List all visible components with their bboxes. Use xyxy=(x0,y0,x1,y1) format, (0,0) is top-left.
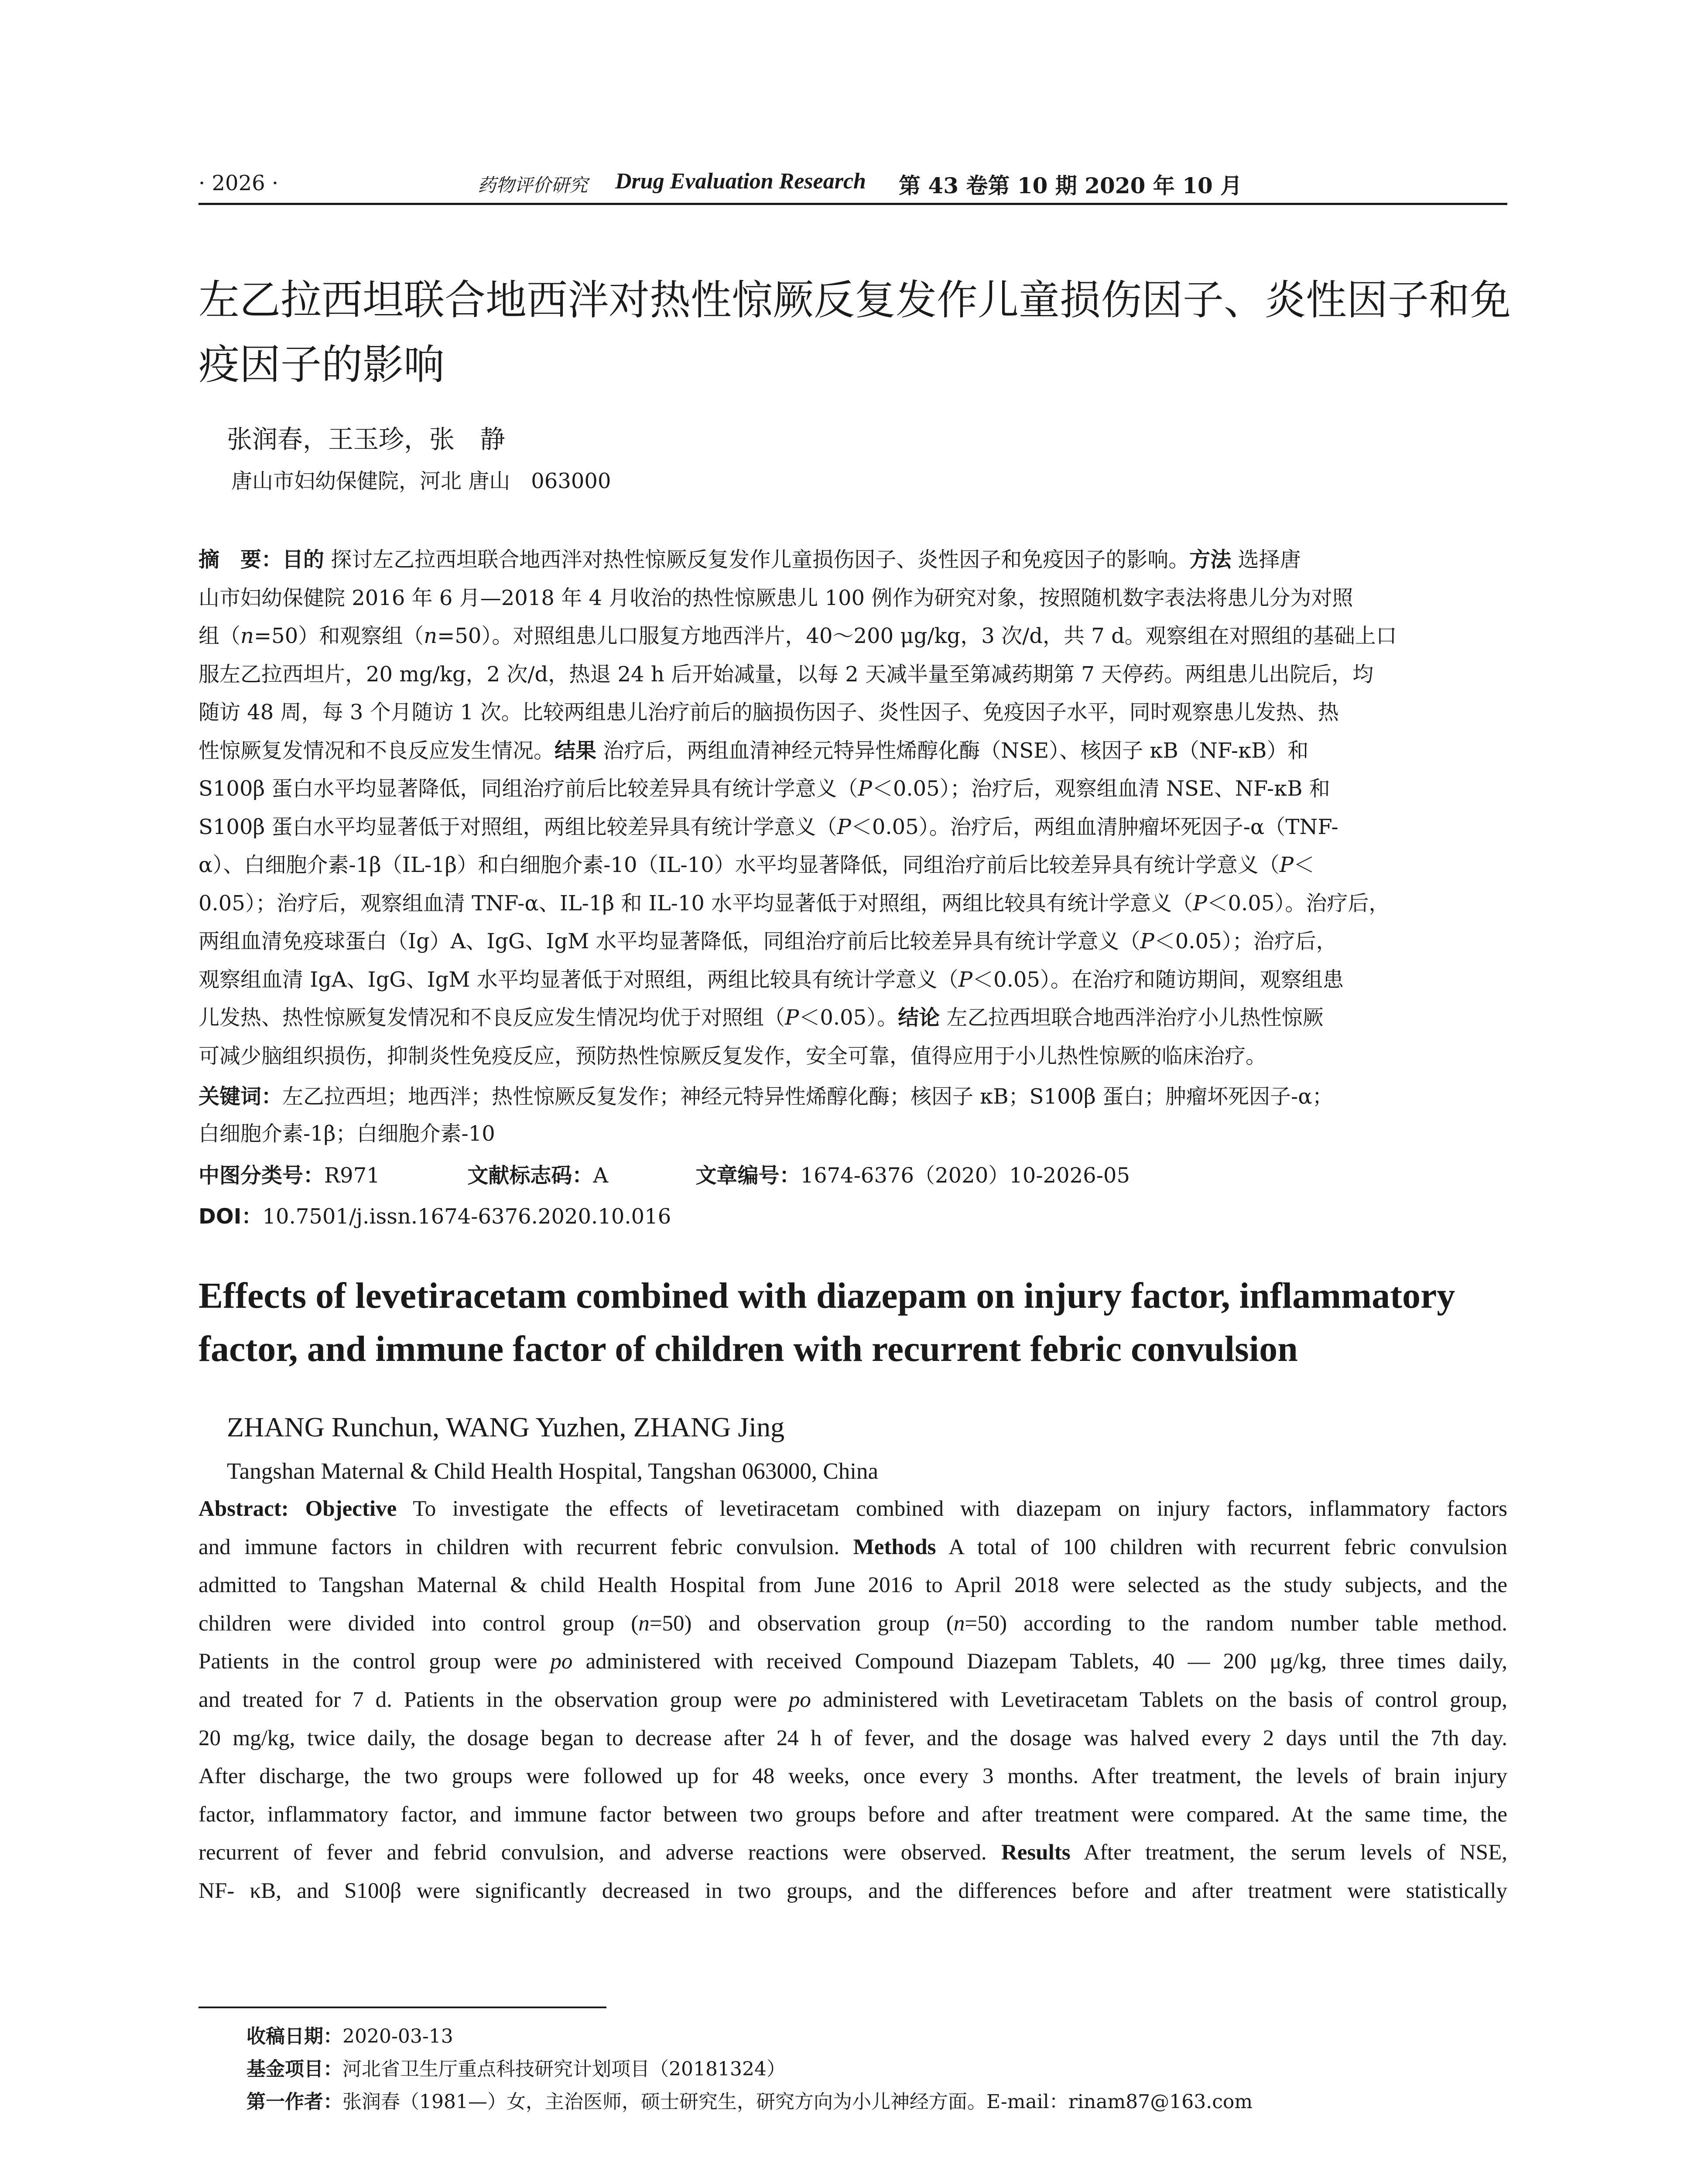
text-run: After treatment, the serum levels of NSE, xyxy=(1070,1840,1508,1865)
text-run: 山市妇幼保健院 2016 年 6 月—2018 年 4 月收治的热性惊厥患儿 100 例作为研究对象，按照随机数字表法将患儿分为对照 xyxy=(199,585,1353,610)
cn-title-line: 疫因子的影响 xyxy=(199,341,445,389)
text-run: A total of 100 children with recurrent febric convulsion xyxy=(936,1535,1507,1559)
cn-authors: 张润春，王玉珍，张 静 xyxy=(227,424,506,454)
italic-run: n xyxy=(240,624,254,648)
page-number: · 2026 · xyxy=(199,171,279,195)
cn-title-line: 左乙拉西坦联合地西泮对热性惊厥反复发作儿童损伤因子、炎性因子和免 xyxy=(199,277,1511,324)
text-run: =50) according to the random number table method. xyxy=(965,1611,1507,1636)
text-run: 20 mg/kg, twice daily, the dosage began to decrease after 24 h of fever, and the dosage was halved every 2 days until the 7th day. xyxy=(199,1726,1507,1750)
text-run: 左乙拉西坦联合地西泮治疗小儿热性惊厥 xyxy=(940,1005,1324,1030)
classification-row xyxy=(199,1159,1507,1189)
journal-name: Drug Evaluation Research xyxy=(615,169,866,194)
doc-code-label: 文献标志码： xyxy=(467,1163,593,1188)
text-run: factor, inflammatory factor, and immune factor between two groups before and after treatment were compared. At the same time, the xyxy=(199,1802,1507,1827)
en-abstract-line xyxy=(199,1726,1507,1751)
text-run: 随访 48 周，每 3 个月随访 1 次。比较两组患儿治疗前后的脑损伤因子、炎性因子、免疫因子水平，同时观察患儿发热、热 xyxy=(199,700,1339,725)
cn-abstract-line xyxy=(199,656,1507,694)
section-label: 方法 xyxy=(1189,547,1232,572)
doi-value: 10.7501/j.issn.1674-6376.2020.10.016 xyxy=(262,1204,671,1229)
text-run: ＜0.05）。在治疗和随访期间，观察组患 xyxy=(972,967,1344,992)
cn-abstract-line xyxy=(199,541,1507,579)
cn-abstract-line xyxy=(199,579,1507,618)
text-run: administered with Levetiracetam Tablets on the basis of control group, xyxy=(811,1688,1508,1712)
cn-abstract-line xyxy=(199,999,1507,1037)
text-run: admitted to Tangshan Maternal & child Health Hospital from June 2016 to April 2018 were selected as the study subjects, and the xyxy=(199,1573,1507,1598)
text-run: 性惊厥复发情况和不良反应发生情况。 xyxy=(199,738,555,763)
article-no-label: 文章编号： xyxy=(695,1163,801,1188)
text-run: ＜0.05）。治疗后，两组血清肿瘤坏死因子-α（TNF- xyxy=(851,814,1338,839)
en-abstract-line xyxy=(199,1802,1507,1827)
section-label: Abstract: Objective xyxy=(199,1497,397,1521)
en-abstract-line xyxy=(199,1535,1507,1560)
text-run: 服左乙拉西坦片，20 mg/kg，2 次/d，热退 24 h 后开始减量，以每 2 天减半量至第减药期第 7 天停药。两组患儿出院后，均 xyxy=(199,662,1374,687)
text-run: 两组血清免疫球蛋白（Ig）A、IgG、IgM 水平均显著降低，同组治疗前后比较差异具有统计学意义（ xyxy=(199,929,1140,954)
doi-label: DOI： xyxy=(199,1204,263,1229)
abstract-label: 摘 要： xyxy=(199,547,283,572)
en-abstract-line xyxy=(199,1611,1507,1636)
italic-run: P xyxy=(785,1005,799,1030)
doi-row xyxy=(199,1200,671,1230)
cn-abstract-line xyxy=(199,961,1507,999)
text-run: =50）。对照组患儿口服复方地西泮片，40～200 μg/kg，3 次/d，共 7 d。观察组在对照组的基础上口 xyxy=(437,624,1397,648)
text-run: 选择唐 xyxy=(1231,547,1301,572)
footnote-rule xyxy=(199,2007,606,2008)
en-title-line: factor, and immune factor of children with recurrent febric convulsion xyxy=(199,1329,1298,1369)
footnote-text: 张润春（1981—）女，主治医师，硕士研究生，研究方向为小儿神经方面。E-mail：rinam87@163.com xyxy=(342,2091,1253,2113)
header-rule xyxy=(199,203,1507,205)
text-run: children were divided into control group ( xyxy=(199,1611,639,1636)
italic-run: P xyxy=(858,776,872,801)
en-abstract-line xyxy=(199,1496,1507,1521)
cn-abstract-line xyxy=(199,617,1507,656)
italic-run: n xyxy=(424,624,438,648)
footnote-label: 第一作者： xyxy=(246,2091,342,2113)
article-no-value: 1674-6376（2020）10-2026-05 xyxy=(800,1163,1130,1188)
cn-abstract-line xyxy=(199,846,1507,885)
italic-run: P xyxy=(958,967,973,992)
section-label: 结果 xyxy=(555,738,597,763)
text-run: After discharge, the two groups were followed up for 48 weeks, once every 3 months. After treatment, the levels of brain injury xyxy=(199,1764,1507,1789)
text-run: 组（ xyxy=(199,624,241,648)
text-run: ＜0.05）。 xyxy=(799,1005,898,1030)
clc-value: R971 xyxy=(324,1163,380,1188)
cn-keywords xyxy=(199,1078,1507,1152)
en-title-line: Effects of levetiracetam combined with diazepam on injury factor, inflammatory xyxy=(199,1275,1455,1316)
cn-abstract-line xyxy=(199,1037,1507,1076)
cn-abstract-line xyxy=(199,808,1507,847)
text-run: 可减少脑组织损伤，抑制炎性免疫反应，预防热性惊厥反复发作，安全可靠，值得应用于小儿热性惊厥的临床治疗。 xyxy=(199,1043,1267,1068)
text-run: S100β 蛋白水平均显著低于对照组，两组比较差异具有统计学意义（ xyxy=(199,814,837,839)
italic-run: P xyxy=(1140,929,1154,954)
text-run: Patients in the control group were xyxy=(199,1649,551,1674)
italic-run: n xyxy=(638,1611,650,1636)
en-abstract-line xyxy=(199,1649,1507,1674)
en-abstract-line xyxy=(199,1878,1507,1904)
keywords-line: 白细胞介素-1β；白细胞介素-10 xyxy=(199,1121,495,1146)
en-abstract-line xyxy=(199,1840,1507,1865)
cn-title xyxy=(199,268,1525,397)
footnote-label: 基金项目： xyxy=(246,2058,342,2080)
journal-issue: 第 43 卷第 10 期 2020 年 10 月 xyxy=(899,173,1242,198)
text-run: To investigate the effects of levetiracetam combined with diazepam on injury factors, inflammatory factors xyxy=(397,1497,1507,1521)
text-run: recurrent of fever and febrid convulsion, and adverse reactions were observed. xyxy=(199,1840,1001,1865)
journal-logo-cn: 药物评价研究 xyxy=(478,174,588,196)
cn-abstract-line xyxy=(199,732,1507,770)
text-run: NF- κB, and S100β were significantly decreased in two groups, and the differences before and after treatment were statistically xyxy=(199,1879,1507,1903)
italic-run: P xyxy=(1193,891,1207,916)
en-title xyxy=(199,1269,1525,1376)
text-run: α）、白细胞介素-1β（IL-1β）和白细胞介素-10（IL-10）水平均显著降低，同组治疗前后比较差异具有统计学意义（ xyxy=(199,853,1280,877)
keywords-line: 左乙拉西坦；地西泮；热性惊厥反复发作；神经元特异性烯醇化酶；核因子 κB；S100β 蛋白；肿瘤坏死因子-α； xyxy=(282,1084,1333,1109)
footnote-text: 河北省卫生厅重点科技研究计划项目（20181324） xyxy=(342,2058,786,2080)
text-run: administered with received Compound Diazepam Tablets, 40 — 200 μg/kg, three times daily, xyxy=(572,1649,1507,1674)
en-authors: ZHANG Runchun, WANG Yuzhen, ZHANG Jing xyxy=(227,1412,785,1443)
italic-run: po xyxy=(788,1688,811,1712)
italic-run: P xyxy=(1279,853,1294,877)
text-run: 儿发热、热性惊厥复发情况和不良反应发生情况均优于对照组（ xyxy=(199,1005,785,1030)
cn-abstract-line xyxy=(199,885,1507,923)
footnote xyxy=(246,2020,453,2048)
cn-abstract-line xyxy=(199,923,1507,961)
text-run: 治疗后，两组血清神经元特异性烯醇化酶（NSE）、核因子 κB（NF-κB）和 xyxy=(596,738,1309,763)
text-run: 0.05）；治疗后，观察组血清 TNF-α、IL-1β 和 IL-10 水平均显著低于对照组，两组比较具有统计学意义（ xyxy=(199,891,1193,916)
section-label: 目的 xyxy=(282,547,325,572)
text-run: S100β 蛋白水平均显著降低，同组治疗前后比较差异具有统计学意义（ xyxy=(199,776,858,801)
cn-abstract-line xyxy=(199,694,1507,732)
italic-run: P xyxy=(837,814,851,839)
footnote-label: 收稿日期： xyxy=(246,2025,342,2048)
footnote xyxy=(246,2053,786,2081)
en-abstract-line xyxy=(199,1687,1507,1713)
italic-run: po xyxy=(550,1649,573,1674)
text-run: ＜ xyxy=(1294,853,1315,877)
text-run: ＜0.05）。治疗后， xyxy=(1207,891,1390,916)
en-abstract-line xyxy=(199,1764,1507,1789)
text-run: 探讨左乙拉西坦联合地西泮对热性惊厥反复发作儿童损伤因子、炎性因子和免疫因子的影响。 xyxy=(324,547,1190,572)
text-run: =50) and observation group ( xyxy=(649,1611,954,1636)
section-label: 结论 xyxy=(898,1005,940,1030)
section-label: Results xyxy=(1001,1840,1071,1865)
text-run: 观察组血清 IgA、IgG、IgM 水平均显著低于对照组，两组比较具有统计学意义（ xyxy=(199,967,958,992)
section-label: Methods xyxy=(853,1535,936,1559)
text-run: ＜0.05）；治疗后， xyxy=(1154,929,1337,954)
en-affiliation: Tangshan Maternal & Child Health Hospital, Tangshan 063000, China xyxy=(227,1459,879,1484)
en-abstract-line xyxy=(199,1573,1507,1598)
italic-run: n xyxy=(953,1611,965,1636)
footnote-text: 2020-03-13 xyxy=(342,2025,453,2048)
text-run: ＜0.05）；治疗后，观察组血清 NSE、NF-κB 和 xyxy=(872,776,1330,801)
clc-label: 中图分类号： xyxy=(199,1163,325,1188)
text-run: =50）和观察组（ xyxy=(253,624,424,648)
doc-code-value: A xyxy=(593,1163,608,1188)
footnote xyxy=(246,2086,1253,2114)
text-run: and treated for 7 d. Patients in the observation group were xyxy=(199,1688,789,1712)
cn-abstract-line xyxy=(199,770,1507,808)
cn-affiliation: 唐山市妇幼保健院，河北 唐山 063000 xyxy=(231,469,611,493)
keywords-label: 关键词： xyxy=(199,1084,283,1109)
text-run: and immune factors in children with recurrent febric convulsion. xyxy=(199,1535,853,1559)
